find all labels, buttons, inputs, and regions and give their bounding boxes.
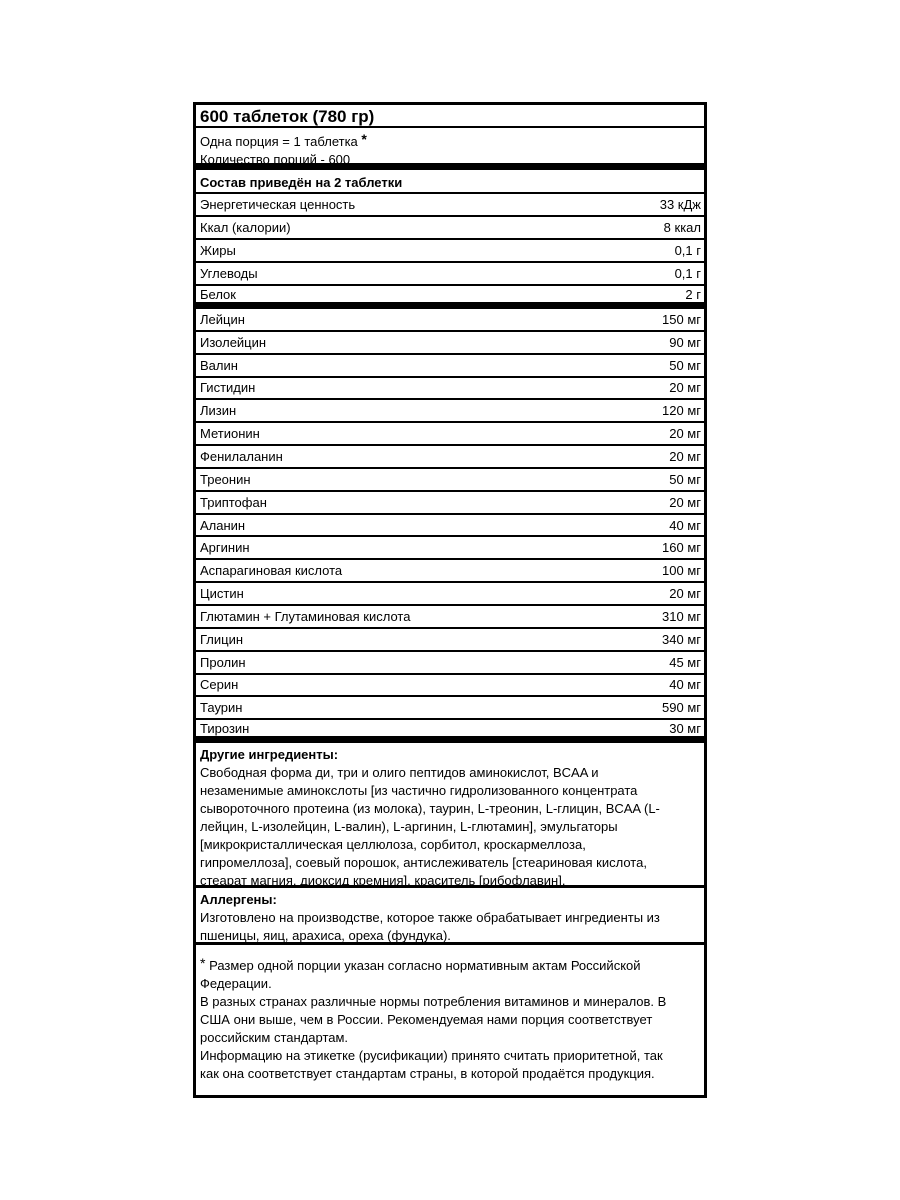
amino-row [196,446,704,469]
amino-row [196,469,704,492]
nutrient-name: Жиры [200,243,236,258]
amino-value: 40 мг [669,517,701,533]
amino-row [196,629,704,652]
amino-row [196,309,704,332]
allergens-line: пшеницы, яиц, арахиса, ореха (фундука). [200,928,451,944]
amino-name: Цистин [200,586,244,602]
nutrition-row [196,194,704,217]
amino-name: Изолейцин [200,334,267,350]
nutrition-row [196,286,704,309]
nutrient-name: Углеводы [200,266,258,281]
serving-asterisk: * [361,131,367,147]
amino-row [196,492,704,515]
amino-name: Лейцин [200,311,245,327]
amino-row [196,378,704,401]
product-title [196,105,704,128]
amino-name: Треонин [200,471,251,487]
serving-size-text: Одна порция = 1 таблетка [200,134,358,149]
footnote-line: Информацию на этикетке (русификации) принято считать приоритетной, так [200,1048,663,1064]
other-ingredients-line: Свободная форма ди, три и олиго пептидов аминокислот, BCAA и [200,765,599,781]
amino-value: 50 мг [669,357,701,373]
footnote-line: В разных странах различные нормы потребления витаминов и минералов. В [200,994,667,1010]
amino-name: Лизин [200,403,237,419]
footnote-line: как она соответствует стандартам страны, в которой продаётся продукция. [200,1066,655,1082]
footnote-asterisk: * [200,955,206,972]
amino-name: Метионин [200,426,260,442]
amino-row [196,583,704,606]
amino-value: 340 мг [662,631,701,647]
nutrient-value: 8 ккал [663,220,701,235]
allergens-line: Изготовлено на производстве, которое также обрабатывает ингредиенты из [200,910,660,926]
nutrient-name: Белок [200,286,236,302]
amino-name: Таурин [200,700,243,716]
amino-value: 150 мг [662,311,701,327]
amino-name: Глютамин + Глутаминовая кислота [200,608,411,624]
footnote-section [196,945,704,1083]
amino-value: 310 мг [662,608,701,624]
other-ingredients-line: лейцин, L-изолейцин, L-валин), L-аргинин, L-глютамин], эмульгаторы [200,819,618,835]
amino-row [196,606,704,629]
amino-name: Триптофан [200,494,267,510]
nutrient-value: 2 г [685,286,701,302]
nutrient-value: 33 кДж [659,197,701,212]
nutrient-value: 0,1 г [674,243,701,258]
amino-name: Аланин [200,517,246,533]
amino-value: 20 мг [669,380,701,396]
other-ingredients-line: гипромеллоза], соевый порошок, антислеживатель [стеариновая кислота, [200,855,647,871]
amino-value: 100 мг [662,563,701,579]
nutrition-row [196,217,704,240]
nutrition-row [196,240,704,263]
servings-count-text: Количество порций - 600 [200,152,351,167]
other-ingredients-line: сывороточного протеина (из молока), таурин, L-треонин, L-глицин, BCAA (L- [200,801,660,817]
amino-name: Валин [200,357,238,373]
nutrient-name: Энергетическая ценность [200,197,356,212]
amino-row [196,423,704,446]
amino-row [196,355,704,378]
allergens-heading: Аллергены: [200,892,277,908]
product-title-text: 600 таблеток (780 гр) [200,107,375,126]
amino-row [196,537,704,560]
amino-value: 160 мг [662,540,701,556]
footnote-line: российским стандартам. [200,1030,349,1046]
amino-name: Аспарагиновая кислота [200,563,343,579]
allergens-section [196,888,704,945]
nutrient-value: 0,1 г [674,266,701,281]
amino-value: 20 мг [669,448,701,464]
amino-row [196,675,704,698]
nutrition-table [196,194,704,309]
amino-row [196,560,704,583]
amino-row [196,400,704,423]
composition-heading-text: Состав приведён на 2 таблетки [200,175,403,190]
amino-row [196,332,704,355]
supplement-facts-label [193,102,707,1098]
amino-value: 40 мг [669,677,701,693]
other-ingredients-line: стеарат магния, диоксид кремния], краситель [рибофлавин]. [200,873,566,889]
amino-value: 20 мг [669,494,701,510]
amino-value: 20 мг [669,426,701,442]
amino-name: Тирозин [200,720,250,736]
amino-row [196,720,704,743]
amino-name: Глицин [200,631,244,647]
amino-value: 590 мг [662,700,701,716]
serving-size-line [200,130,700,151]
amino-name: Аргинин [200,540,250,556]
other-ingredients-section [196,743,704,888]
nutrition-row [196,263,704,286]
footnote-text: Размер одной порции указан согласно нормативным актам Российской [209,958,641,974]
amino-name: Фенилаланин [200,448,283,464]
other-ingredients-line: [микрокристаллическая целлюлоза, сорбитол, кроскармеллоза, [200,837,586,853]
other-ingredients-line: незаменимые аминокслоты [из частично гидролизованного концентрата [200,783,638,799]
amino-value: 90 мг [669,334,701,350]
amino-value: 50 мг [669,471,701,487]
serving-info [196,128,704,170]
amino-value: 20 мг [669,586,701,602]
amino-name: Гистидин [200,380,256,396]
amino-row [196,697,704,720]
footnote-line: США они выше, чем в России. Рекомендуемая нами порция соответствует [200,1012,653,1028]
footnote-line: Федерации. [200,976,272,992]
amino-value: 45 мг [669,654,701,670]
footnote-line [200,954,700,975]
amino-row [196,652,704,675]
amino-acid-table [196,309,704,743]
amino-name: Серин [200,677,239,693]
composition-heading [196,170,704,194]
nutrient-name: Ккал (калории) [200,220,291,235]
amino-name: Пролин [200,654,246,670]
amino-value: 30 мг [669,720,701,736]
other-ingredients-heading: Другие ингредиенты: [200,747,339,763]
amino-value: 120 мг [662,403,701,419]
amino-row [196,515,704,538]
